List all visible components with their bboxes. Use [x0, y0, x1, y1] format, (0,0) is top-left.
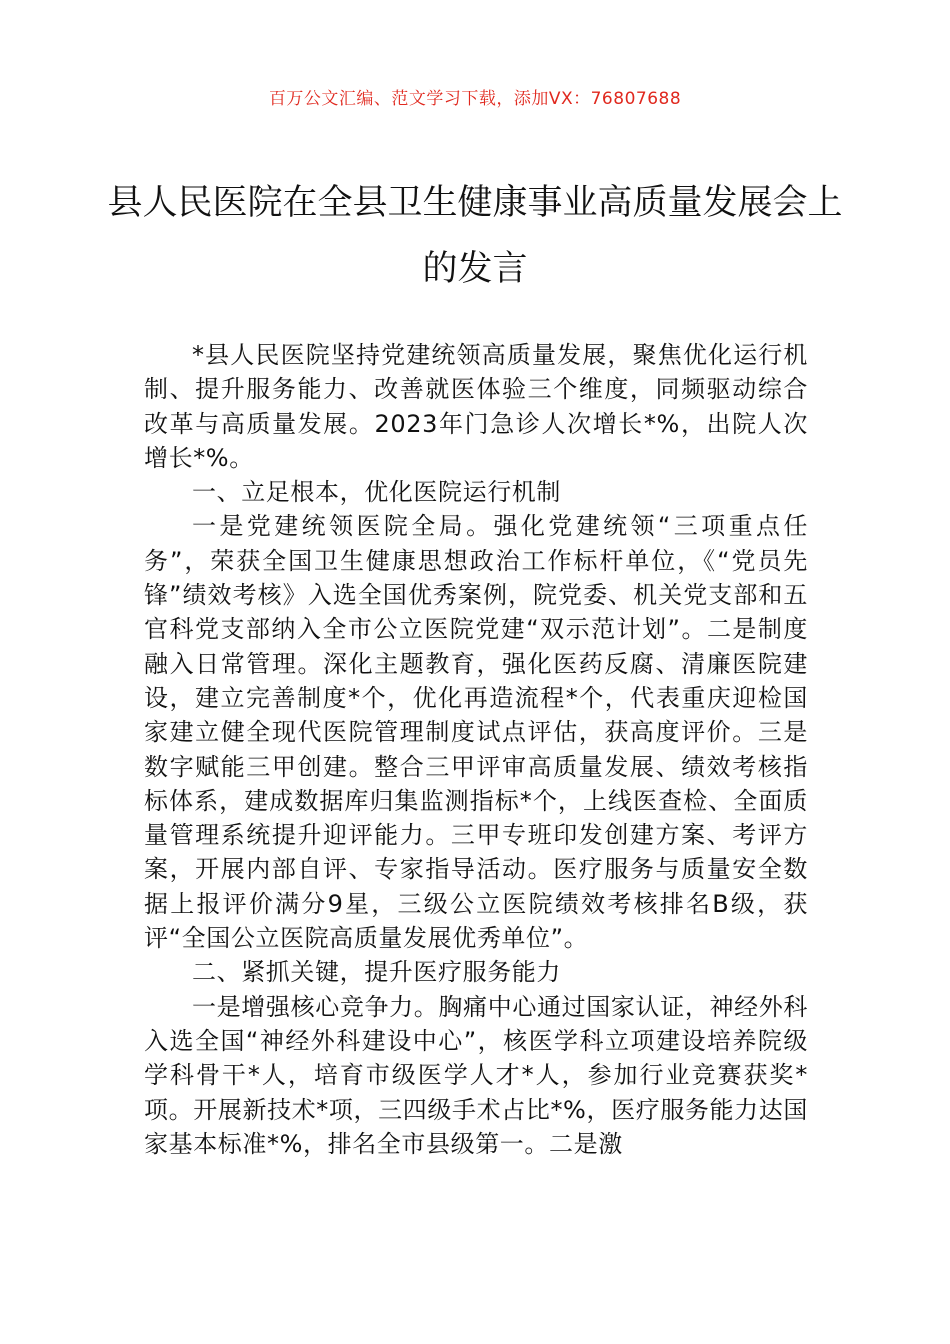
section-heading-1: 一、立足根本，优化医院运行机制 — [192, 478, 561, 507]
watermark-banner: 百万公文汇编、范文学习下载，添加VX：76807688 — [268, 89, 682, 109]
paragraph-section-2: 一是增强核心竞争力。胸痛中心通过国家认证，神经外科入选全国“神经外科建设中心”，核医学科立项建设培养院级学科骨干*人，培育市级医学人才*人，参加行业竞赛获奖*项。开展新技术*项，三四级手术占比*%，医疗服务能力达国家基本标准*%，排名全市县级第一。二是激 — [144, 992, 808, 1158]
document-title: 县人民医院在全县卫生健康事业高质量发展会上的发言 — [107, 183, 843, 289]
section-heading-2: 二、紧抓关键，提升医疗服务能力 — [192, 958, 561, 987]
paragraph-section-1: 一是党建统领医院全局。强化党建统领“三项重点任务”，荣获全国卫生健康思想政治工作标杆单位，《“党员先锋”绩效考核》入选全国优秀案例，院党委、机关党支部和五官科党支部纳入全市公立医院党建“双示范计划”。二是制度融入日常管理。深化主题教育，强化医药反腐、清廉医院建设，建立完善制度*个，优化再造流程*个，代表重庆迎检国家建立健全现代医院管理制度试点评估，获高度评价。三是数字赋能三甲创建。整合三甲评审高质量发展、绩效考核指标体系，建成数据库归集监测指标*个，上线医查检、全面质量管理系统提升迎评能力。三甲专班印发创建方案、考评方案，开展内部自评、专家指导活动。医疗服务与质量安全数据上报评价满分9星，三级公立医院绩效考核排名B级，获评“全国公立医院高质量发展优秀单位”。 — [144, 512, 808, 953]
paragraph-intro: *县人民医院坚持党建统领高质量发展，聚焦优化运行机制、提升服务能力、改善就医体验三个维度，同频驱动综合改革与高质量发展。2023年门急诊人次增长*%，出院人次增长*%。 — [144, 341, 808, 472]
document-body — [144, 338, 808, 1161]
